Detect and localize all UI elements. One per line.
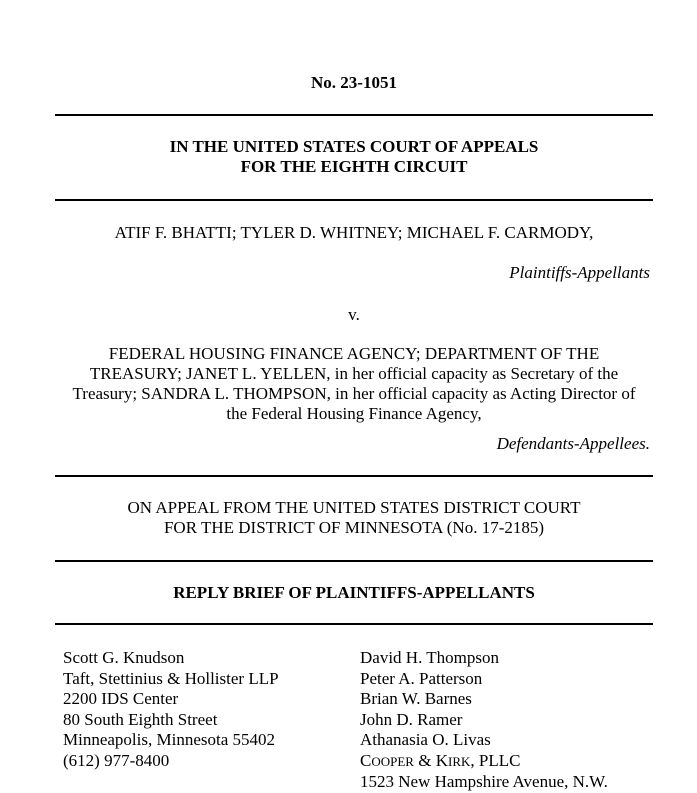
counsel-address-line: 80 South Eighth Street — [63, 709, 218, 729]
divider-rule — [55, 623, 653, 625]
counsel-name: David H. Thompson — [360, 648, 499, 667]
defendants-line: FEDERAL HOUSING FINANCE AGENCY; DEPARTMENT OF THE — [108, 344, 600, 363]
defendants-role: Defendants-Appellees. — [496, 434, 650, 453]
defendants-names — [0, 344, 697, 424]
defendants-line: the Federal Housing Finance Agency, — [226, 404, 482, 423]
counsel-firm: Taft, Stettinius & Hollister LLP — [63, 668, 279, 688]
docket-number: No. 23-1051 — [311, 73, 397, 92]
counsel-name: Peter A. Patterson — [360, 668, 483, 688]
counsel-address-line: 2200 IDS Center — [63, 689, 179, 708]
appeal-line: ON APPEAL FROM THE UNITED STATES DISTRICT COURT — [127, 498, 581, 517]
plaintiffs-role: Plaintiffs-Appellants — [509, 263, 650, 282]
versus-label: v. — [348, 305, 360, 324]
counsel-name: Brian W. Barnes — [360, 689, 472, 708]
firm-letter: C — [360, 750, 372, 770]
counsel-address-line: Minneapolis, Minnesota 55402 — [63, 730, 276, 749]
brief-title: REPLY BRIEF OF PLAINTIFFS-APPELLANTS — [173, 583, 535, 602]
firm-suffix: , PLLC — [470, 750, 521, 770]
counsel-name: John D. Ramer — [360, 709, 463, 729]
divider-rule — [55, 114, 653, 116]
counsel-firm — [360, 751, 608, 773]
defendants-line: TREASURY; JANET L. YELLEN, in her official capacity as Secretary of the — [89, 364, 619, 383]
counsel-name: Athanasia O. Livas — [360, 730, 491, 749]
divider-rule — [55, 475, 653, 477]
firm-smallcaps: IRK — [447, 753, 471, 769]
appeal-origin — [0, 498, 697, 538]
divider-rule — [55, 560, 653, 562]
counsel-address-line: 1523 New Hampshire Avenue, N.W. — [360, 772, 608, 791]
counsel-phone: (612) 977-8400 — [63, 750, 170, 770]
firm-letter: K — [435, 750, 448, 770]
court-heading-line: IN THE UNITED STATES COURT OF APPEALS — [169, 137, 539, 156]
counsel-name: Scott G. Knudson — [63, 648, 185, 667]
counsel-left-block — [63, 648, 279, 771]
divider-rule — [55, 199, 653, 201]
counsel-right-block — [360, 648, 608, 793]
court-heading-line: FOR THE EIGHTH CIRCUIT — [240, 157, 468, 176]
appeal-line: FOR THE DISTRICT OF MINNESOTA (No. 17-2185) — [163, 518, 545, 537]
firm-smallcaps: OOPER — [371, 753, 414, 769]
court-heading — [0, 137, 697, 177]
plaintiffs-names: ATIF F. BHATTI; TYLER D. WHITNEY; MICHAEL F. CARMODY, — [114, 223, 594, 242]
firm-ampersand: & — [413, 750, 436, 770]
defendants-line: Treasury; SANDRA L. THOMPSON, in her official capacity as Acting Director of — [72, 384, 636, 403]
